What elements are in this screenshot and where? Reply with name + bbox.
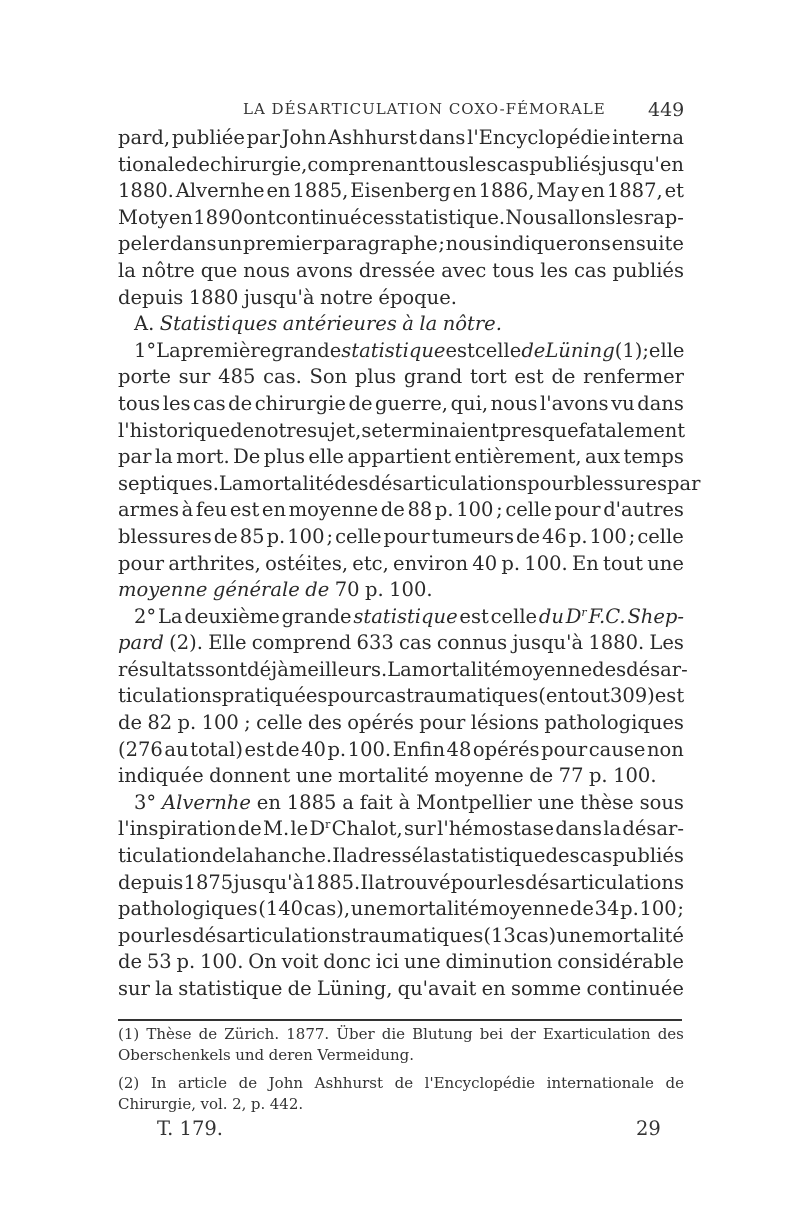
text-line: peler dans un premier paragraphe ; nous indiquerons ensuite [118, 232, 684, 256]
text-line: pour arthrites, ostéites, etc, environ 40 p. 100. En tout une [118, 551, 684, 575]
text-line: depuis 1880 jusqu'à notre époque. [118, 285, 457, 309]
text-line: ticulation de la hanche. Il a dressé la statistique des cas publiés [118, 844, 684, 868]
text-line: (276 au total) est de 40 p. 100. Enfin 48 opérés pour cause non [118, 737, 684, 761]
text-line: blessures de 85 p. 100 ; celle pour tumeurs de 46 p. 100 ; celle [118, 524, 684, 548]
text-line: tous les cas de chirurgie de guerre, qui, nous l'avons vu dans [118, 391, 684, 415]
footnote-line: Chirurgie, vol. 2, p. 442. [118, 1095, 304, 1113]
text-line: A. Statistiques antérieures à la nôtre. [134, 312, 502, 336]
text-line: porte sur 485 cas. Son plus grand tort est de renfermer [118, 365, 684, 389]
text-line: pard (2). Elle comprend 633 cas connus jusqu'à 1880. Les [118, 631, 684, 655]
text-line: moyenne générale de 70 p. 100. [118, 578, 433, 602]
text-line: 2° La deuxième grande statistique est celle du $D^r$ F.C. Shep- [134, 604, 684, 628]
footnotes [118, 1024, 684, 1115]
text-line: la nôtre que nous avons dressée avec tous les cas publiés [118, 258, 684, 282]
sheet-signature: 29 [636, 1117, 661, 1140]
text-line: septiques. La mortalité des désarticulations pour blessures par [118, 471, 701, 495]
text-line: l'historique de notre sujet, se terminaient presque fatalement [118, 418, 686, 442]
footnote-gap [118, 1066, 684, 1073]
text-line: pathologiques (140 cas), une mortalité moyenne de 34 p. 100 ; [118, 897, 684, 921]
text-line: résultats sont déjà meilleurs. La mortalité moyenne des désar- [118, 657, 688, 681]
footnote-rule [118, 1019, 682, 1021]
text-line: armes à feu est en moyenne de 88 p. 100 ; celle pour d'autres [118, 498, 684, 522]
text-line: 1880. Alvernhe en 1885, Eisenberg en 1886, May en 1887, et [118, 179, 684, 203]
text-line: sur la statistique de Lüning, qu'avait en somme continuée [118, 977, 684, 1000]
footnote-line: (2) In article de John Ashhurst de l'Encyclopédie internationale de [118, 1074, 684, 1092]
text-line: par la mort. De plus elle appartient entièrement, aux temps [118, 445, 684, 469]
text-line: Moty en 1890 ont continué ces statistique. Nous allons les rap- [118, 205, 684, 229]
text-line: depuis 1875 jusqu'à 1885. Il a trouvé pour les désarticulations [118, 870, 684, 894]
footnote-line: Oberschenkels und deren Vermeidung. [118, 1046, 415, 1064]
text-line: indiquée donnent une mortalité moyenne de 77 p. 100. [118, 764, 657, 788]
body-text [118, 125, 701, 1003]
text-line: de 82 p. 100 ; celle des opérés pour lésions pathologiques [118, 711, 684, 735]
running-title: LA DÉSARTICULATION COXO-FÉMORALE [243, 100, 606, 118]
text-line: ticulations pratiquées pour cas traumatiques (en tout 309) est [118, 684, 685, 708]
footnote-line: (1) Thèse de Zürich. 1877. Über die Blutung bei der Exarticulation des [118, 1025, 684, 1043]
text-line: pard, publiée par John Ashhurst dans l'Encyclopédie interna [118, 126, 684, 149]
page-number: 449 [648, 99, 685, 121]
text-line: l'inspiration de M. le $D^r$ Chalot, sur l'hémostase dans la désar- [118, 817, 684, 841]
text-line: de 53 p. 100. On voit donc ici une diminution considérable [118, 950, 684, 974]
text-line: tionale de chirurgie, comprenant tous les cas publiés jusqu'en [118, 152, 684, 176]
text-line: 1° La première grande statistique est celle de Lüning (1) ; elle [134, 338, 685, 362]
printer-signature: T. 179. [157, 1117, 223, 1140]
text-line: pour les désarticulations traumatiques (13 cas) une mortalité [118, 923, 684, 947]
text-line: 3° Alvernhe en 1885 a fait à Montpellier une thèse sous [134, 790, 684, 814]
